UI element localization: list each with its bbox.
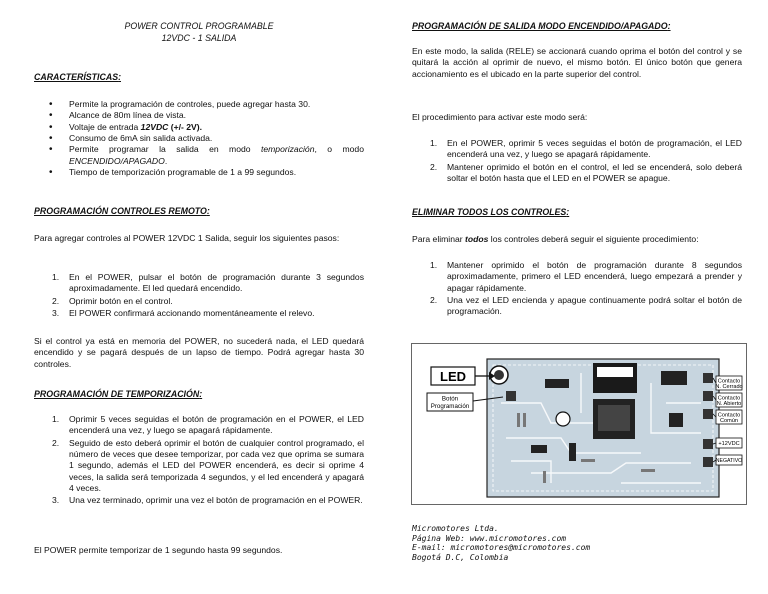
boton-label-line1: Botón xyxy=(441,395,459,403)
circuit-board-diagram xyxy=(411,343,747,505)
modo-steps xyxy=(412,138,742,185)
company-web: Página Web: www.micromotores.com xyxy=(412,533,567,543)
list-item: • Alcance de 80m línea de vista. xyxy=(34,110,364,121)
remoto-note: Si el control ya está en memoria del POWER, no sucederá nada, el LED quedará encendido y se pagará después de un lapso de tiempo. Podrá agregar hasta 30 controles. xyxy=(34,336,364,369)
company-name: Micromotores Ltda. xyxy=(412,524,499,533)
temporizacion-note: El POWER permite temporizar de 1 segundo hasta 99 segundos. xyxy=(34,545,283,555)
contacto-cerrado-line2: N. Cerrado xyxy=(715,384,743,390)
eliminar-steps xyxy=(412,260,742,319)
list-item: • Permite la programación de controles, puede agregar hasta 30. xyxy=(34,99,364,110)
heading-caracteristicas: CARACTERÍSTICAS: xyxy=(34,72,121,82)
contacto-abierto-line2: N. Abierto xyxy=(716,401,742,407)
heading-temporizacion: PROGRAMACIÓN DE TEMPORIZACIÓN: xyxy=(34,389,203,399)
document-title xyxy=(34,21,364,44)
list-item: • Voltaje de entrada 12VDC (+/- 2V). xyxy=(34,122,364,133)
remoto-steps xyxy=(34,272,364,320)
contacto-cerrado-line1: Contacto xyxy=(717,378,741,385)
remoto-intro: Para agregar controles al POWER 12VDC 1 Salida, seguir los siguientes pasos: xyxy=(34,233,340,243)
list-item: 3. Una vez terminado, oprimir una vez el botón de programación en el POWER. xyxy=(52,495,363,506)
contacto-comun-line1: Contacto xyxy=(717,412,741,419)
v12-label: +12VDC xyxy=(718,441,740,447)
list-item: 2. Oprimir botón en el control. xyxy=(52,295,173,306)
company-city: Bogotá D.C, Colombia xyxy=(412,552,509,562)
company-email: E-mail: micromotores@micromotores.com xyxy=(412,543,591,553)
list-item: 2. Mantener oprimido el botón en el control, el led se encenderá, solo deberá soltar el botón hasta que el LED en el POWER se apague. xyxy=(430,161,742,184)
negativo-label: NEGATIVO xyxy=(715,458,743,464)
caracteristicas-list xyxy=(34,99,364,178)
modo-paragraph-2: El procedimiento para activar este modo será: xyxy=(412,112,588,122)
list-item: 2. Seguido de esto deberá oprimir el botón de cualquier control programado, el número de veces que desee temporizar, por cada vez que oprima se sumara 1 segundo, además el LED del POWER encenderá, es decir si oprime 4 veces, la salida será temporizada 4 segundos, y el led encenderá y apagará 4 veces. xyxy=(52,437,364,494)
title-line-1: POWER CONTROL PROGRAMABLE xyxy=(124,21,274,31)
list-item: 1. En el POWER, pulsar el botón de programación durante 3 segundos aproximadamente. El led quedará encendido. xyxy=(52,272,364,294)
title-line-2: 12VDC - 1 SALIDA xyxy=(161,32,237,43)
company-footer xyxy=(412,524,590,562)
list-item: 3. El POWER confirmará accionando momentáneamente el relevo. xyxy=(52,308,315,319)
heading-controles-remoto: PROGRAMACIÓN CONTROLES REMOTO: xyxy=(34,206,210,216)
list-item: 2. Una vez el LED encienda y apague continuamente podrá soltar el botón de programación. xyxy=(430,295,742,317)
list-item: 1. Oprimir 5 veces seguidas el botón de programación en el POWER, el LED encenderá una vez, y luego se apagará rápidamente. xyxy=(52,414,364,436)
temporizacion-steps xyxy=(34,414,364,508)
modo-paragraph-1: En este modo, la salida (RELE) se accionará cuando oprima el botón del control y se quitará la acción al oprimir de nuevo, el mismo botón. El único botón que genera accionamiento es el ubicado en la parte superior del control. xyxy=(412,46,742,79)
eliminar-intro: Para eliminar todos los controles deberá seguir el siguiente procedimiento: xyxy=(412,234,699,244)
program-button xyxy=(506,391,516,401)
list-item: 1. En el POWER, oprimir 5 veces seguidas el botón de programación, el LED encenderá una vez, y luego se apagará rápidamente. xyxy=(430,138,742,160)
led-label: LED xyxy=(440,369,466,384)
list-item: • Permite programar la salida en modo temporización, o modo ENCENDIDO/APAGADO. xyxy=(34,144,364,167)
list-item: • Tiempo de temporización programable de 1 a 99 segundos. xyxy=(34,167,364,178)
boton-label-line2: Programación xyxy=(430,403,470,410)
heading-modo-encendido: PROGRAMACIÓN DE SALIDA MODO ENCENDIDO/APAGADO: xyxy=(412,21,671,31)
list-item: • Consumo de 6mA sin salida activada. xyxy=(34,133,364,144)
list-item: 1. Mantener oprimido el botón de programación durante 8 segundos aproximadamente, primero el LED encenderá, luego empezará a prender y apagar rápidamente. xyxy=(430,260,742,293)
contacto-abierto-line1: Contacto xyxy=(717,395,741,402)
heading-eliminar: ELIMINAR TODOS LOS CONTROLES: xyxy=(412,207,570,217)
contacto-comun-line2: Común xyxy=(719,418,739,424)
